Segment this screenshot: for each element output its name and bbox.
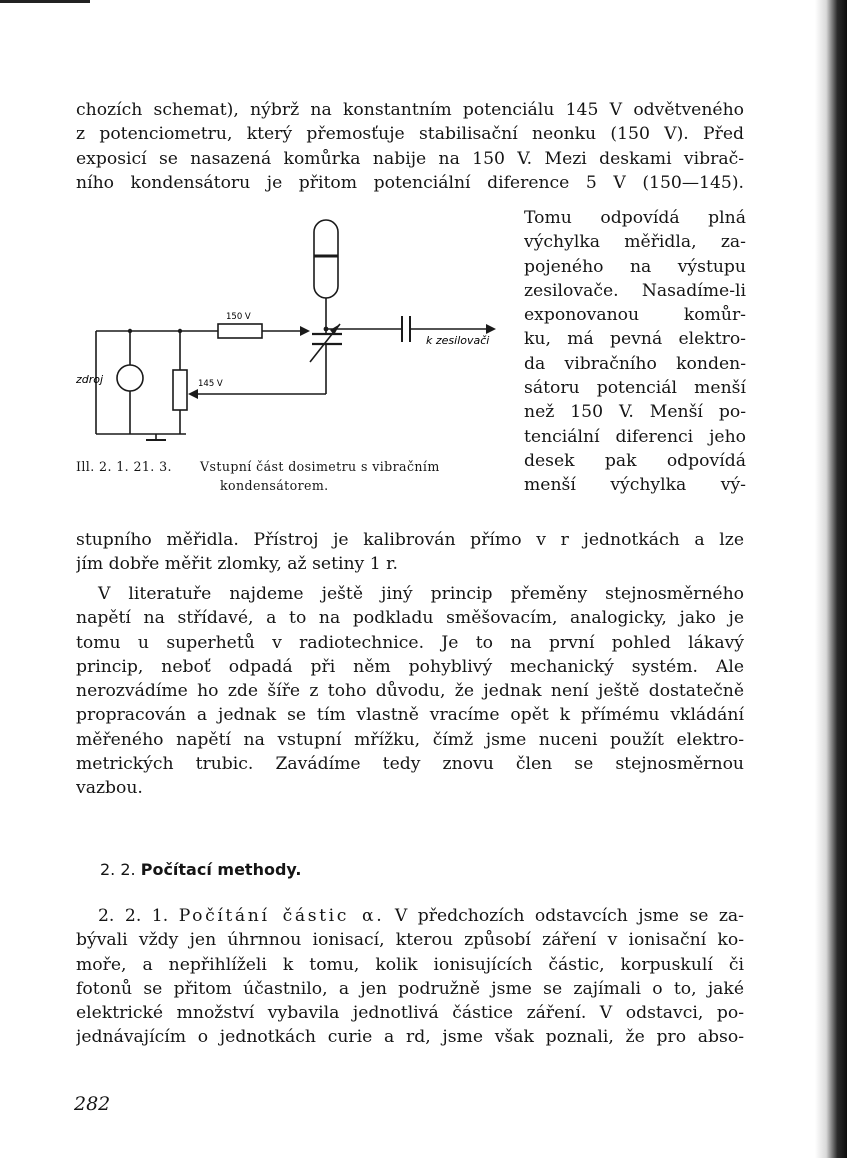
text-line: elektrické množství vybavila jednotlivá částice záření. V odstavci, po- — [76, 1003, 744, 1024]
text-line: desek pak odpovídá — [524, 450, 746, 471]
text-line: sátoru potenciál menší — [524, 378, 746, 399]
junction-dot — [128, 329, 132, 333]
paragraph-continue — [76, 528, 744, 577]
caption-line-2: kondensátorem. — [220, 478, 329, 493]
text-line: V literatuře najdeme ještě jiný princip přeměny stejnosměrného — [98, 584, 744, 604]
text-line: metrických trubic. Zavádíme tedy znovu člen se stejnosměrnou — [76, 754, 744, 775]
text-line: nerozvádíme ho zde šíře z toho důvodu, že jednak není ještě dostatečně — [76, 681, 744, 702]
text-line: jím dobře měřit zlomky, až setiny 1 r. — [76, 554, 398, 575]
source-symbol — [117, 365, 143, 391]
text-line: propracován a jednak se tím vlastně vracíme opět k přímému vkládání — [76, 705, 744, 726]
text-line: princip, neboť odpadá při něm pohyblivý mechanický systém. Ale — [76, 656, 744, 677]
page-binding-edge — [815, 0, 847, 1158]
text-line: da vibračního konden- — [524, 353, 746, 374]
section-number: 2. 2. — [100, 860, 136, 879]
text-line: vazbou. — [76, 778, 143, 799]
label-150v: 150 V — [226, 312, 251, 322]
text-line: exponovanou komůr- — [524, 305, 746, 326]
potentiometer-145v — [173, 370, 187, 410]
label-145v: 145 V — [198, 379, 223, 389]
top-rule — [0, 0, 90, 3]
text-line: výchylka měřidla, za- — [524, 232, 746, 253]
text-line: ku, má pevná elektro- — [524, 329, 746, 350]
text-line: jednávajícím o jednotkách curie a rd, jsme však poznali, že pro abso- — [76, 1027, 744, 1048]
text-line: exposicí se nasazená komůrka nabije na 150 V. Mezi deskami vibrač- — [76, 148, 744, 169]
text-line: bývali vždy jen úhrnnou ionisací, kterou způsobí záření v ionisační ko- — [76, 930, 744, 951]
section-heading — [100, 860, 301, 879]
subsection-number: 2. 2. 1. — [98, 906, 169, 926]
text-line: menší výchylka vý- — [524, 475, 746, 496]
text-line: z potenciometru, který přemosťuje stabilisační neonku (150 V). Před — [76, 124, 744, 145]
paragraph-third — [76, 904, 744, 1050]
text-line-start: V předchozích odstavcích jsme se za- — [394, 906, 744, 926]
text-line: Tomu odpovídá plná — [524, 208, 746, 228]
resistor-150v — [218, 324, 262, 338]
text-line: tenciální diferenci jeho — [524, 426, 746, 447]
supply-arrowhead — [300, 326, 310, 336]
output-arrowhead — [486, 324, 496, 334]
paragraph-top — [76, 98, 744, 195]
junction-dot — [324, 327, 329, 332]
text-line: chozích schemat), nýbrž na konstantním potenciálu 145 V odvětveného — [76, 100, 744, 120]
text-line: než 150 V. Menší po- — [524, 402, 746, 423]
text-line: zesilovače. Nasadíme-li — [524, 280, 746, 301]
subsection-title: Počítání částic α. — [178, 906, 385, 926]
text-line — [76, 904, 744, 928]
text-line: ního kondensátoru je přitom potenciální diference 5 V (150—145). — [76, 172, 744, 193]
text-line: stupního měřidla. Přístroj je kalibrován přímo v r jednotkách a lze — [76, 530, 744, 550]
section-title: Počítací methody. — [140, 860, 302, 879]
figure-caption — [76, 457, 516, 495]
tube-envelope — [314, 220, 338, 298]
text-line: fotonů se přitom účastnilo, a jen podružně jsme se zajímali o to, jaké — [76, 978, 744, 999]
text-line: tomu u superhetů v radiotechnice. Je to na první pohled lákavý — [76, 632, 744, 653]
circuit-diagram — [76, 212, 516, 452]
caption-number: Ill. 2. 1. 21. 3. — [76, 459, 172, 474]
paragraph-second — [76, 582, 744, 801]
caption-line-1: Vstupní část dosimetru s vibračním — [200, 459, 440, 474]
wrap-column — [524, 206, 746, 498]
text-line: pojeného na výstupu — [524, 256, 746, 277]
label-zdroj: zdroj — [76, 373, 104, 386]
text-line: moře, a nepřihlíželi k tomu, kolik ionisujících částic, korpuskulí či — [76, 954, 744, 975]
label-output: k zesilovači — [426, 334, 490, 347]
text-line: měřeného napětí na vstupní mřížku, čímž jsme nuceni použít elektro- — [76, 729, 744, 750]
page-number: 282 — [74, 1093, 111, 1115]
junction-dot — [178, 329, 182, 333]
text-line: napětí na střídavé, a to na podkladu směšovacím, analogicky, jako je — [76, 608, 744, 629]
tap-arrowhead — [188, 389, 198, 399]
